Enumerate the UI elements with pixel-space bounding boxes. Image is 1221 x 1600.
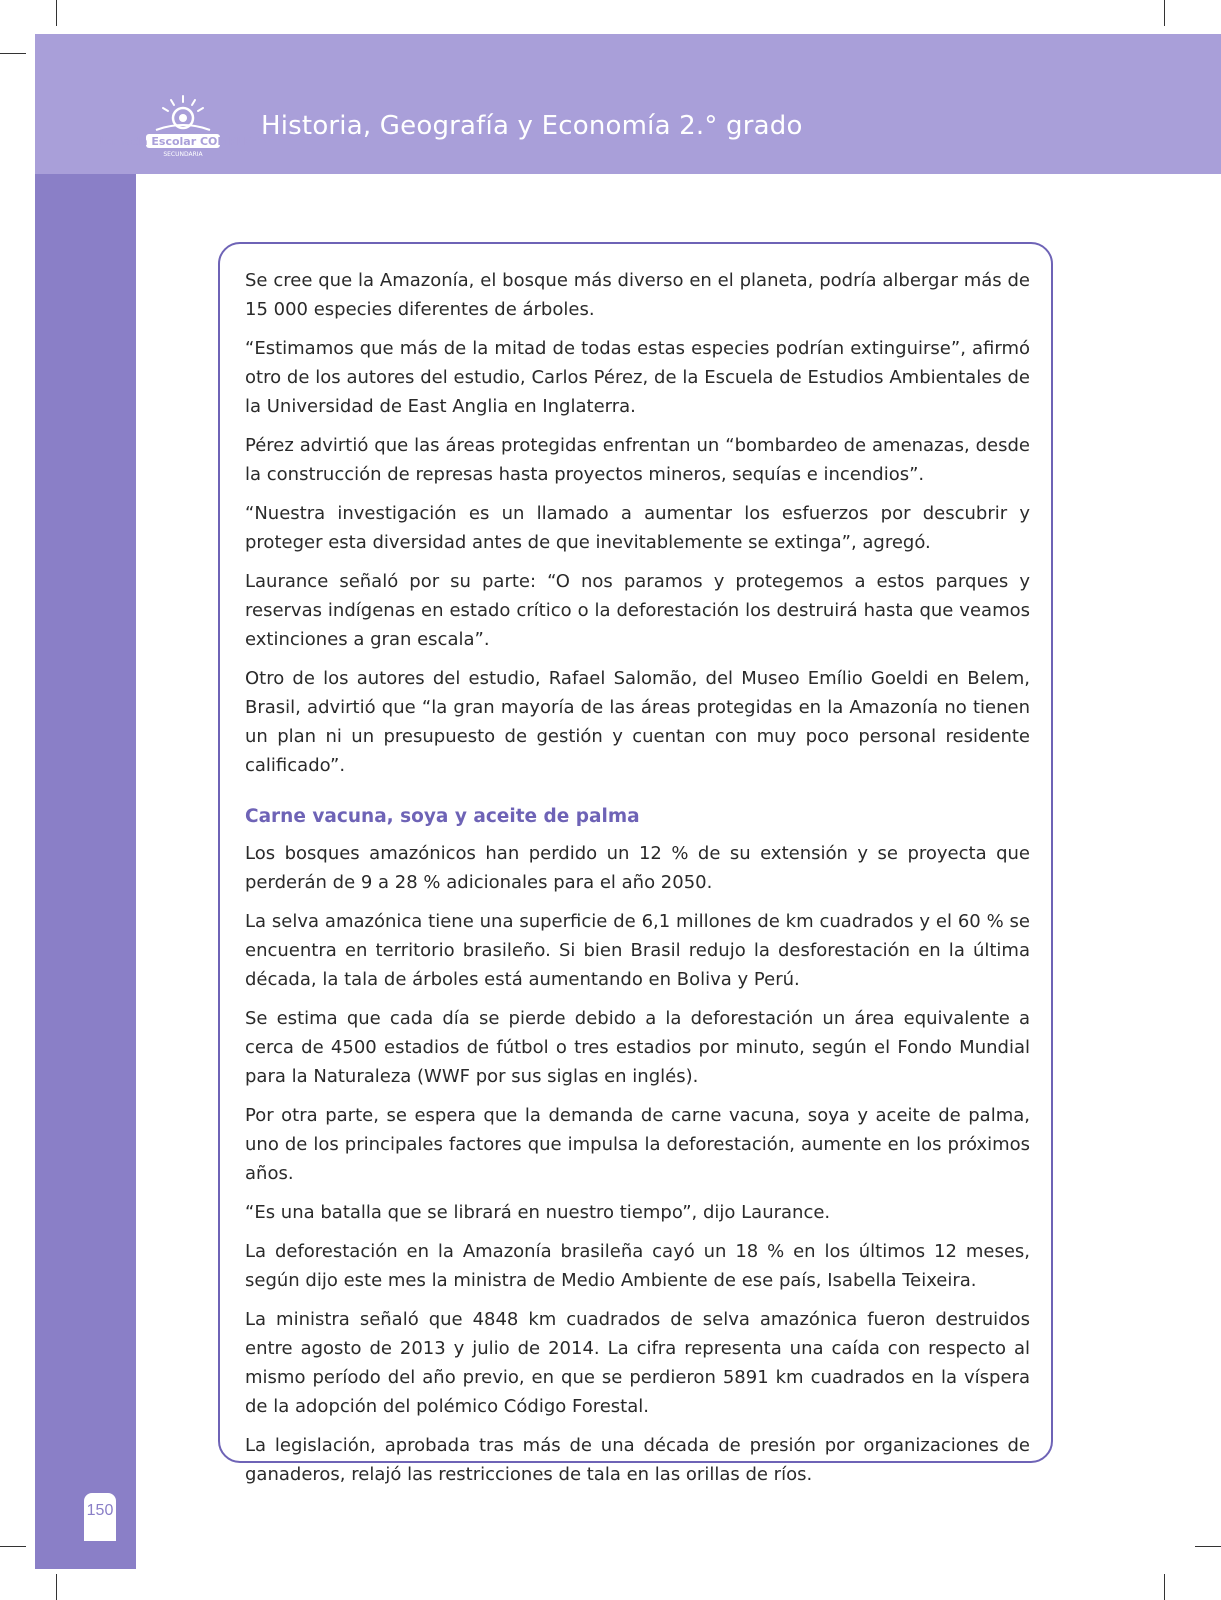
crop-mark [56, 0, 57, 26]
article-paragraph: Pérez advirtió que las áreas protegidas enfrentan un “bombardeo de amenazas, desde la construcción de represas hasta proyectos mineros, sequías e incendios”. [245, 435, 1030, 485]
article-paragraph: Se cree que la Amazonía, el bosque más diverso en el planeta, podría albergar más de 15 000 especies diferentes de árboles. [245, 270, 1030, 320]
page-number: 150 [86, 1502, 114, 1519]
article-paragraph: Por otra parte, se espera que la demanda de carne vacuna, soya y aceite de palma, uno de los principales factores que impulsa la deforestación, aumente en los próximos años. [245, 1105, 1030, 1184]
article-paragraph: “Estimamos que más de la mitad de todas estas especies podrían extinguirse”, afirmó otro de los autores del estudio, Carlos Pérez, de la Escuela de Estudios Ambientales de la Universidad de East Anglia en Inglaterra. [245, 338, 1030, 417]
article-paragraph: Otro de los autores del estudio, Rafael Salomão, del Museo Emílio Goeldi en Belem, Brasil, advirtió que “la gran mayoría de las áreas protegidas en la Amazonía no tienen un plan ni un presupuesto de gestión y cuentan con muy poco personal residente calificado”. [245, 668, 1030, 776]
article-paragraph: La selva amazónica tiene una superficie de 6,1 millones de km cuadrados y el 60 % se encuentra en territorio brasileño. Si bien Brasil redujo la desforestación en la última década, la tala de árboles está aumentando en Boliva y Perú. [245, 911, 1030, 990]
logo-text: Jornada Escolar COMPLETA [99, 135, 267, 148]
article-paragraph: La legislación, aprobada tras más de una década de presión por organizaciones de ganaderos, relajó las restricciones de tala en las orillas de ríos. [245, 1435, 1030, 1485]
article-paragraph: “Nuestra investigación es un llamado a aumentar los esfuerzos por descubrir y proteger esta diversidad antes de que inevitablemente se extinga”, agregó. [245, 503, 1030, 553]
article-text [245, 266, 1030, 1499]
crop-mark [1164, 1574, 1165, 1600]
logo-subtext: SECUNDARIA [163, 151, 203, 158]
article-paragraph: La ministra señaló que 4848 km cuadrados de selva amazónica fueron destruidos entre agosto de 2013 y julio de 2014. La cifra representa una caída con respecto al mismo período del año previo, en que se perdieron 5891 km cuadrados en la víspera de la adopción del polémico Código Forestal. [245, 1309, 1030, 1417]
article-paragraph: “Es una batalla que se librará en nuestro tiempo”, dijo Laurance. [245, 1202, 831, 1223]
section-subheading: Carne vacuna, soya y aceite de palma [245, 806, 640, 827]
crop-mark [56, 1574, 57, 1600]
article-paragraph: Se estima que cada día se pierde debido a la deforestación un área equivalente a cerca de 4500 estadios de fútbol o tres estadios por minuto, según el Fondo Mundial para la Naturaleza (WWF por sus siglas en inglés). [245, 1008, 1030, 1087]
header-title: Historia, Geografía y Economía 2.° grado [261, 111, 803, 141]
article-paragraph: Laurance señaló por su parte: “O nos paramos y protegemos a estos parques y reservas indígenas en estado crítico o la deforestación los destruirá hasta que veamos extinciones a gran escala”. [245, 571, 1030, 650]
crop-mark [0, 1546, 26, 1547]
article-paragraph: Los bosques amazónicos han perdido un 12 % de su extensión y se proyecta que perderán de 9 a 28 % adicionales para el año 2050. [245, 843, 1030, 893]
article-paragraph: La deforestación en la Amazonía brasileña cayó un 18 % en los últimos 12 meses, según dijo este mes la ministra de Medio Ambiente de ese país, Isabella Teixeira. [245, 1241, 1030, 1291]
side-strip [35, 174, 136, 1569]
jornada-escolar-logo [99, 94, 267, 158]
crop-mark [1164, 0, 1165, 26]
crop-mark [0, 53, 26, 54]
crop-mark [1195, 1546, 1221, 1547]
